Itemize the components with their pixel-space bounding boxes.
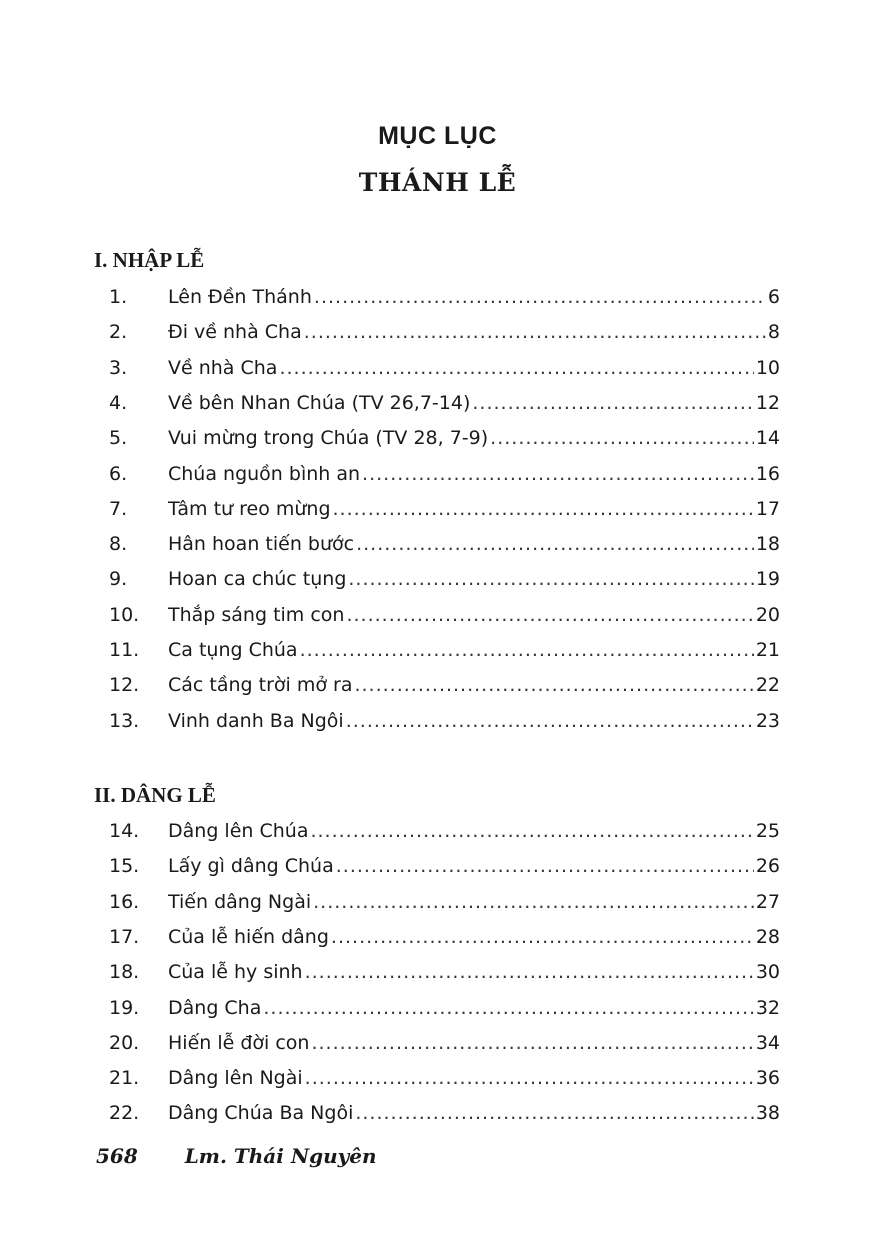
- toc-entry-title: Lên Đền Thánh: [168, 286, 312, 308]
- dot-leader: [336, 853, 754, 879]
- toc-entry-line: [168, 319, 780, 345]
- toc-entry-page: 20: [755, 603, 780, 626]
- toc-entry-page: 36: [755, 1067, 780, 1090]
- toc-entry-number: 2.: [109, 321, 128, 344]
- toc-entry-title: Vinh danh Ba Ngôi: [168, 709, 344, 732]
- toc-entry-line: [168, 496, 780, 522]
- toc-entry-page: 27: [755, 890, 780, 913]
- toc-entry-page: 32: [755, 996, 780, 1019]
- toc-entry: [0, 708, 875, 734]
- dot-leader: [346, 708, 754, 734]
- toc-entry: [0, 924, 875, 950]
- dot-leader: [355, 1100, 753, 1126]
- toc-entry: [0, 672, 875, 698]
- toc-entry-number: 10.: [109, 603, 140, 626]
- footer-page-number: 568: [96, 1144, 138, 1168]
- toc-entry-page: 26: [755, 855, 780, 878]
- toc-entry-line: [168, 995, 780, 1021]
- toc-entry-page: 17: [755, 497, 780, 520]
- toc-entry: [0, 566, 875, 592]
- toc-entry-title: Dâng lên Chúa: [168, 820, 309, 842]
- section-heading-nhap-le: I. NHẬP LỄ: [94, 248, 205, 272]
- dot-leader: [362, 461, 754, 487]
- toc-entry: [0, 496, 875, 522]
- toc-entry-line: [168, 708, 780, 734]
- toc-entry-page: 6: [767, 286, 780, 308]
- toc-entry-line: [168, 889, 780, 915]
- toc-entry-number: 1.: [109, 286, 128, 308]
- toc-entry-number: 18.: [109, 961, 140, 984]
- toc-entry-number: 11.: [109, 639, 140, 661]
- toc-entry: [0, 637, 875, 663]
- toc-entry-line: [168, 425, 780, 451]
- toc-entry-number: 4.: [109, 391, 128, 414]
- toc-entry-page: 14: [755, 427, 780, 450]
- toc-entry-title: Đi về nhà Cha: [168, 321, 302, 344]
- toc-entry-title: Ca tụng Chúa: [168, 639, 298, 661]
- section-heading-dang-le: II. DÂNG LỄ: [94, 783, 216, 807]
- dot-leader: [279, 355, 753, 381]
- dot-leader: [331, 924, 754, 950]
- toc-entry-page: 10: [755, 356, 780, 379]
- toc-entry-title: Của lễ hiến dâng: [168, 925, 329, 948]
- toc-entry-title: Hoan ca chúc tụng: [168, 568, 347, 591]
- toc-entry-page: 28: [755, 925, 780, 948]
- toc-entry-line: [168, 284, 780, 310]
- toc-entry-number: 14.: [109, 820, 140, 842]
- toc-entry-title: Hân hoan tiến bước: [168, 533, 355, 556]
- page-footer: [96, 1144, 377, 1168]
- toc-entry: [0, 959, 875, 985]
- dot-leader: [356, 531, 754, 557]
- toc-entry-page: 12: [755, 391, 780, 414]
- toc-entry: [0, 1065, 875, 1091]
- toc-entry-number: 16.: [109, 890, 140, 913]
- toc-entry-number: 6.: [109, 462, 128, 485]
- dot-leader: [354, 672, 753, 698]
- dot-leader: [310, 818, 753, 844]
- toc-entry-title: Lấy gì dâng Chúa: [168, 855, 334, 878]
- toc-entry-page: 38: [755, 1102, 780, 1125]
- toc-entry-number: 5.: [109, 427, 128, 450]
- page-title: MỤC LỤC: [378, 122, 497, 150]
- dot-leader: [314, 284, 766, 310]
- toc-entry-title: Dâng lên Ngài: [168, 1067, 303, 1090]
- toc-entry-number: 20.: [109, 1031, 140, 1054]
- toc-entry-title: Chúa nguồn bình an: [168, 462, 361, 485]
- dot-leader: [311, 1030, 753, 1056]
- toc-entry: [0, 531, 875, 557]
- toc-entry-page: 30: [755, 961, 780, 984]
- toc-entry-page: 25: [755, 820, 780, 842]
- toc-entry-title: Về bên Nhan Chúa (TV 26,7-14): [168, 391, 471, 414]
- toc-entry-title: Về nhà Cha: [168, 356, 278, 379]
- toc-entry-line: [168, 461, 780, 487]
- toc-entry-page: 34: [755, 1031, 780, 1054]
- dot-leader: [490, 425, 754, 451]
- dot-leader: [300, 637, 754, 663]
- toc-entry-number: 21.: [109, 1067, 140, 1090]
- toc-entry-title: Tiến dâng Ngài: [168, 890, 312, 913]
- toc-entry-line: [168, 1065, 780, 1091]
- toc-entry: [0, 1030, 875, 1056]
- toc-entry: [0, 995, 875, 1021]
- toc-entry-number: 17.: [109, 925, 140, 948]
- toc-entry-line: [168, 637, 780, 663]
- dot-leader: [472, 390, 753, 416]
- toc-entry-line: [168, 390, 780, 416]
- toc-entry: [0, 1100, 875, 1126]
- dot-leader: [305, 1065, 754, 1091]
- toc-entry-line: [168, 566, 780, 592]
- toc-entry-title: Tâm tư reo mừng: [168, 497, 331, 520]
- toc-entry-line: [168, 672, 780, 698]
- toc-entry: [0, 319, 875, 345]
- dot-leader: [304, 319, 766, 345]
- toc-entry-title: Hiến lễ đời con: [168, 1031, 310, 1054]
- toc-entry: [0, 461, 875, 487]
- toc-entry-title: Vui mừng trong Chúa (TV 28, 7-9): [168, 427, 489, 450]
- toc-entry: [0, 355, 875, 381]
- toc-entry-title: Của lễ hy sinh: [168, 961, 303, 984]
- toc-entry-line: [168, 1100, 780, 1126]
- toc-entry: [0, 284, 875, 310]
- toc-entry-line: [168, 602, 780, 628]
- toc-entry-page: 18: [755, 533, 780, 556]
- toc-entry-page: 21: [755, 639, 780, 661]
- toc-entry-line: [168, 959, 780, 985]
- toc-entry-number: 8.: [109, 533, 128, 556]
- toc-entry-line: [168, 924, 780, 950]
- toc-entry: [0, 425, 875, 451]
- toc-entry-number: 13.: [109, 709, 140, 732]
- toc-entry-line: [168, 1030, 780, 1056]
- toc-entry-page: 22: [755, 674, 780, 697]
- toc-entry: [0, 390, 875, 416]
- dot-leader: [305, 959, 754, 985]
- dot-leader: [313, 889, 754, 915]
- toc-entry-title: Dâng Chúa Ba Ngôi: [168, 1102, 354, 1125]
- dot-leader: [333, 496, 754, 522]
- toc-entry-number: 22.: [109, 1102, 140, 1125]
- toc-entry-line: [168, 853, 780, 879]
- toc-entry-number: 15.: [109, 855, 140, 878]
- toc-entry: [0, 602, 875, 628]
- dot-leader: [263, 995, 753, 1021]
- toc-entry-page: 16: [755, 462, 780, 485]
- toc-entry-number: 19.: [109, 996, 140, 1019]
- toc-entry-title: Thắp sáng tim con: [168, 603, 345, 626]
- toc-entry-title: Các tầng trời mở ra: [168, 674, 353, 697]
- toc-entry-line: [168, 818, 780, 844]
- toc-entry-title: Dâng Cha: [168, 996, 262, 1019]
- toc-entry: [0, 818, 875, 844]
- dot-leader: [346, 602, 753, 628]
- toc-entry-page: 8: [767, 321, 780, 344]
- toc-entry-number: 12.: [109, 674, 140, 697]
- toc-entry-page: 19: [755, 568, 780, 591]
- page-subtitle: THÁNH LỄ: [358, 168, 517, 197]
- toc-entry-line: [168, 531, 780, 557]
- toc-entry-page: 23: [755, 709, 780, 732]
- toc-entry: [0, 853, 875, 879]
- footer-author: Lm. Thái Nguyên: [184, 1144, 377, 1168]
- toc-entry-number: 9.: [109, 568, 128, 591]
- toc-entry: [0, 889, 875, 915]
- toc-entry-line: [168, 355, 780, 381]
- dot-leader: [348, 566, 753, 592]
- toc-entry-number: 3.: [109, 356, 128, 379]
- toc-entry-number: 7.: [109, 497, 128, 520]
